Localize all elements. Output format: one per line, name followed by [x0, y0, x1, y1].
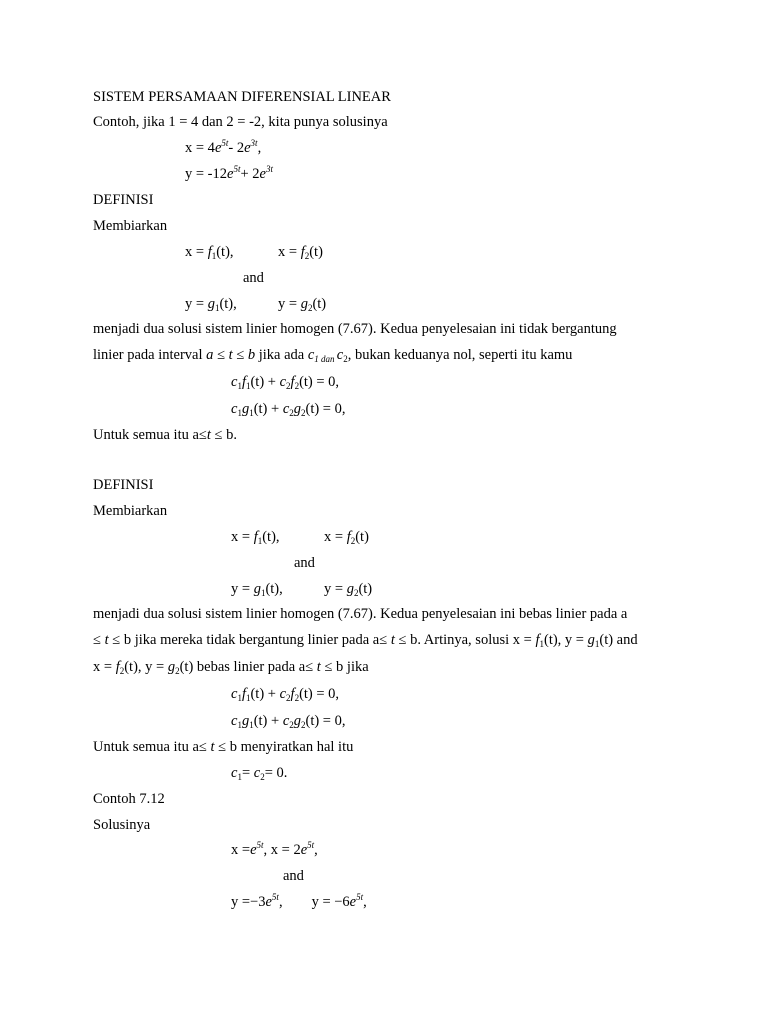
definition-2-x-solution-2: $x = f_2(t)$: [324, 529, 369, 546]
definition-2-y-solutions: $y = g_1(t)$,: [231, 581, 283, 598]
definition-1-x-solution-2: $x = f_2(t)$: [278, 244, 323, 261]
example-heading: Contoh 7.12: [93, 791, 165, 807]
definition-2-equation-f: $c_1f_1(t) + c_2f_2(t) = 0$,: [231, 686, 340, 703]
example-and: and: [283, 868, 304, 884]
definition-2-and: and: [294, 555, 315, 571]
definition-2-paragraph-line-1: menjadi dua solusi sistem linier homogen (7.67). Kedua penyelesaian ini bebas linier pada a: [93, 606, 628, 622]
definition-1-paragraph-line-1: menjadi dua solusi sistem linier homogen (7.67). Kedua penyelesaian ini tidak bergantung: [93, 321, 617, 337]
intro-equation-x: $x = 4e^{5t}-$ $2e^{3t}$,: [185, 138, 262, 156]
definition-1-x-solutions: $x = f_1(t)$,: [185, 244, 234, 261]
definition-1-paragraph-line-2: linier pada interval a ≤ t ≤ b jika ada $c_{1 dan}$ $c_2$, bukan keduanya nol, seperti itu kamu: [93, 347, 573, 364]
example-y-solutions: $y =-3e^{5t}$, $y = -6e^{5t}$,: [231, 892, 367, 910]
definition-2-equation-g: $c_1g_1(t) + c_2g_2(t) = 0$,: [231, 713, 346, 730]
intro-text: Contoh, jika 1 = 4 dan 2 = -2, kita punya solusinya: [93, 114, 388, 130]
intro-equation-y: $y = -12e^{5t}+ 2e^{3t}$: [185, 164, 273, 182]
definition-1-footnote: Untuk semua itu a≤t ≤ b.: [93, 427, 237, 443]
definition-2-result: $c_1= c_2= 0$.: [231, 765, 288, 782]
definition-1-and: and: [243, 270, 264, 286]
definition-1-heading: DEFINISI: [93, 192, 154, 208]
example-solution-label: Solusinya: [93, 817, 151, 833]
definition-1-let: Membiarkan: [93, 218, 168, 234]
definition-1-equation-g: $c_1g_1(t) + c_2g_2(t) = 0$,: [231, 401, 346, 418]
document-title: SISTEM PERSAMAAN DIFERENSIAL LINEAR: [93, 89, 391, 105]
definition-2-paragraph-line-2: ≤ t ≤ b jika mereka tidak bergantung linier pada a≤ t ≤ b. Artinya, solusi $x = f_1(t)$, $y = g_1(t)$ and: [93, 632, 638, 649]
definition-1-y-solutions: $y = g_1(t)$,: [185, 296, 237, 313]
definition-2-x-solutions: $x = f_1(t)$,: [231, 529, 280, 546]
definition-2-paragraph-line-3: $x = f_2(t)$, $y = g_2(t)$ bebas linier pada a≤ t ≤ b jika: [93, 659, 369, 676]
definition-1-equation-f: $c_1f_1(t) + c_2f_2(t) = 0$,: [231, 374, 340, 391]
definition-1-y-solution-2: $y = g_2(t)$: [278, 296, 327, 313]
definition-2-let: Membiarkan: [93, 503, 168, 519]
definition-2-y-solution-2: $y = g_2(t)$: [324, 581, 373, 598]
definition-2-footnote: Untuk semua itu a≤ t ≤ b menyiratkan hal itu: [93, 739, 354, 755]
definition-2-heading: DEFINISI: [93, 477, 154, 493]
example-x-solutions: $x =e^{5t}$, $x = 2e^{5t}$,: [231, 840, 318, 858]
